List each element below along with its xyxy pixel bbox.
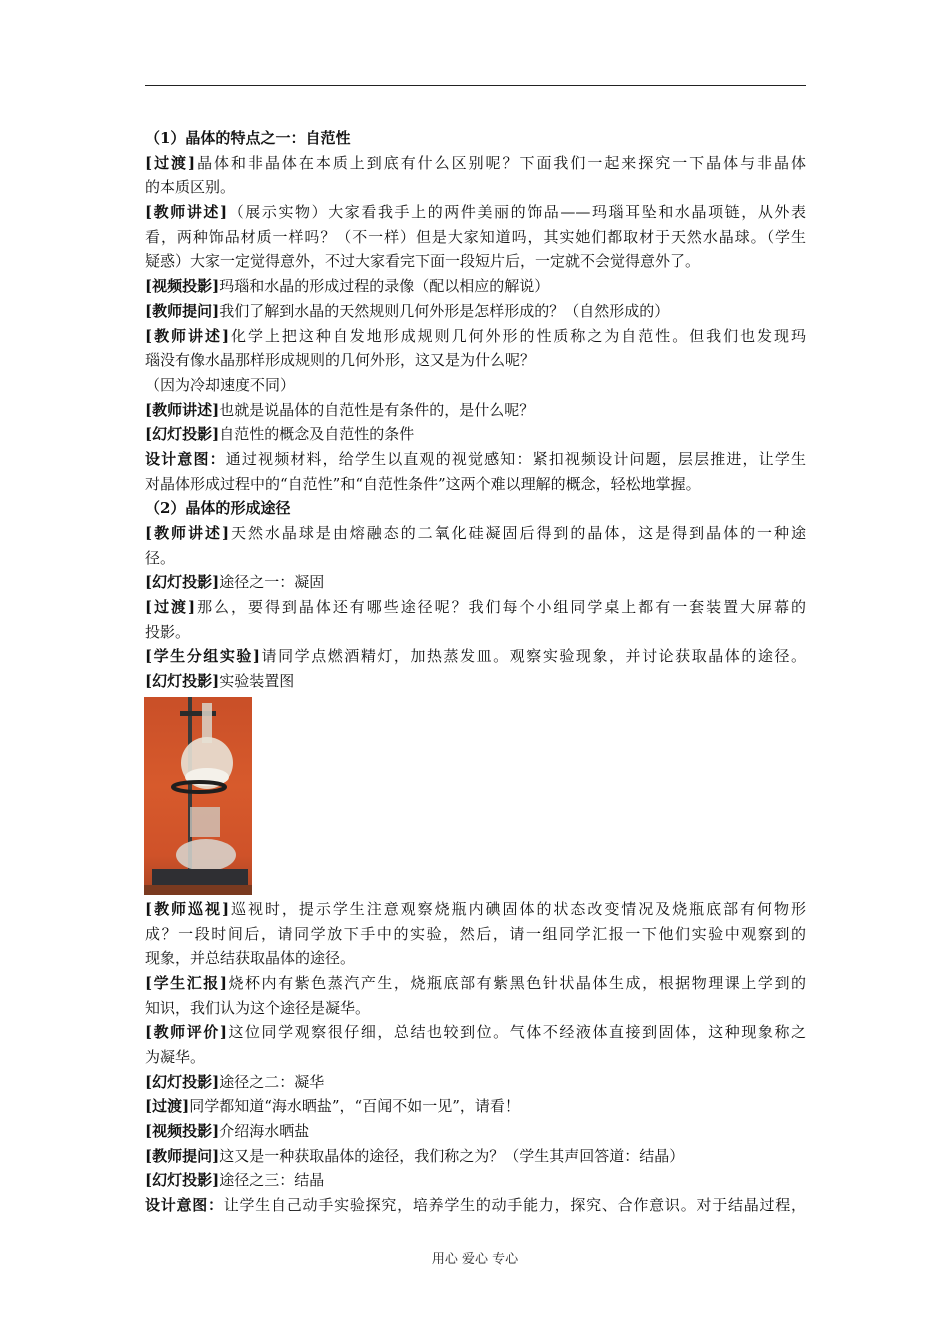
line-text: 疑惑）大家一定觉得意外，不过大家看完下面一段短片后，一定就不会觉得意外了。 (145, 252, 701, 271)
line-text: （因为冷却速度不同） (145, 375, 296, 394)
text-line (145, 398, 806, 423)
table-edge (144, 885, 252, 895)
line-text: 那么，要得到晶体还有哪些途径呢？我们每个小组同学桌上都有一套装置大屏幕的 (195, 598, 806, 617)
text-line (145, 546, 806, 571)
line-text: 自范性的概念及自范性的条件 (219, 425, 415, 444)
line-text: 实验装置图 (219, 672, 295, 691)
text-line (145, 1193, 806, 1218)
bold-label: [视频投影] (145, 1122, 220, 1140)
line-text: 为凝华。 (145, 1047, 206, 1066)
text-line (145, 570, 806, 595)
text-line (145, 521, 806, 546)
line-text: 的本质区别。 (145, 178, 236, 197)
text-line (145, 472, 806, 497)
page-footer: 用心 爱心 专心 (431, 1252, 519, 1267)
bold-label: [教师提问] (145, 1146, 220, 1165)
line-text: 这又是一种获取晶体的途径，我们称之为？（学生其声回答道：结晶） (219, 1146, 685, 1165)
line-text: 对晶体形成过程中的“自范性”和“自范性条件”这两个难以理解的概念，轻松地掌握。 (145, 474, 701, 493)
text-line (145, 1094, 806, 1119)
text-block-2 (145, 897, 806, 1218)
bold-label: [教师讲述] (145, 400, 220, 419)
bold-label: [教师讲述] (145, 203, 228, 222)
text-line (145, 1045, 806, 1070)
line-text: 这位同学观察很仔细，总结也较到位。气体不经液体直接到固体，这种现象称之 (226, 1023, 806, 1042)
text-line (145, 946, 806, 971)
text-line (145, 971, 806, 996)
line-text: 天然水晶球是由熔融态的二氧化硅凝固后得到的晶体，这是得到晶体的一种途 (229, 524, 806, 542)
text-line (145, 299, 806, 324)
text-line (145, 324, 806, 349)
lamp-neck (190, 807, 220, 837)
text-line (145, 1020, 806, 1045)
text-line (145, 373, 806, 398)
bold-label: [过渡] (145, 598, 196, 617)
line-text: 成？一段时间后，请同学放下手中的实验，然后，请一组同学汇报一下他们实验中观察到的 (145, 924, 806, 943)
text-line (145, 996, 806, 1021)
lab-apparatus-image (144, 697, 252, 895)
bold-label: [过渡] (145, 153, 196, 172)
text-line (145, 1144, 806, 1169)
text-line (145, 447, 806, 472)
text-line (145, 1070, 806, 1095)
text-line (145, 644, 806, 669)
text-line (145, 225, 806, 250)
line-text: 瑙没有像水晶那样形成规则的几何外形，这又是为什么呢？ (145, 351, 536, 370)
text-line (145, 175, 806, 200)
line-text: 巡视时，提示学生注意观察烧瓶内碘固体的状态改变情况及烧瓶底部有何物形 (229, 899, 806, 918)
line-text: 投影。 (145, 622, 191, 641)
bold-label: [学生分组实验] (145, 647, 261, 666)
line-text: 化学上把这种自发地形成规则几何外形的性质称之为自范性。但我们也发现玛 (229, 326, 806, 345)
bold-label: [教师评价] (145, 1023, 227, 1042)
text-line (145, 922, 806, 947)
text-line (145, 1168, 806, 1193)
text-line (145, 422, 806, 447)
text-line (145, 595, 806, 620)
alcohol-lamp (176, 839, 236, 871)
bold-label: [视频投影] (145, 277, 220, 296)
header-rule (145, 85, 806, 86)
line-text: 我们了解到水晶的天然规则几何外形是怎样形成的？（自然形成的） (219, 301, 670, 320)
line-text: 也就是说晶体的自范性是有条件的，是什么呢？ (219, 400, 535, 419)
text-line (145, 249, 806, 274)
bold-label: [幻灯投影] (145, 1072, 220, 1091)
bold-label: [教师提问] (145, 301, 220, 320)
bold-label: [过渡] (145, 1097, 190, 1116)
bold-label: [教师讲述] (145, 524, 230, 542)
text-line (145, 897, 806, 922)
line-text: 请同学点燃酒精灯，加热蒸发皿。观察实验现象，并讨论获取晶体的途径。 (260, 647, 806, 666)
line-text: 途径之三：结晶 (219, 1171, 325, 1190)
text-line (145, 200, 806, 225)
bold-label: [幻灯投影] (145, 573, 220, 592)
bold-label: [幻灯投影] (145, 672, 220, 691)
line-text: 让学生自己动手实验探究，培养学生的动手能力，探究、合作意识。对于结晶过程， (223, 1196, 806, 1215)
line-text: 现象，并总结获取晶体的途径。 (145, 949, 356, 968)
bold-label: [教师巡视] (145, 899, 230, 918)
line-text: 途径之二：凝华 (219, 1072, 325, 1091)
line-text: 通过视频材料，给学生以直观的视觉感知：紧扣视频设计问题，层层推进，让学生 (225, 449, 806, 468)
line-text: 径。 (145, 548, 176, 567)
bold-label: （2）晶体的形成途径 (145, 499, 291, 518)
text-line (145, 1119, 806, 1144)
line-text: （展示实物）大家看我手上的两件美丽的饰品——玛瑙耳坠和水晶项链，从外表 (227, 203, 806, 222)
bold-label: （1）晶体的特点之一：自范性 (145, 129, 351, 147)
bold-label: [幻灯投影] (145, 425, 220, 444)
text-line (145, 126, 806, 151)
line-text: 途径之一：凝固 (219, 573, 325, 592)
bold-label: 设计意图： (145, 449, 226, 468)
text-line (145, 620, 806, 645)
text-line (145, 274, 806, 299)
bold-label: [幻灯投影] (145, 1171, 220, 1190)
line-text: 玛瑙和水晶的形成过程的录像（配以相应的解说） (219, 277, 550, 296)
line-text: 晶体和非晶体在本质上到底有什么区别呢？下面我们一起来探究一下晶体与非晶体 (195, 153, 806, 172)
text-line (145, 348, 806, 373)
text-block-1 (145, 126, 806, 694)
line-text: 看，两种饰品材质一样吗？（不一样）但是大家知道吗，其实她们都取材于天然水晶球。（学生 (145, 227, 806, 246)
text-line (145, 669, 806, 694)
text-line (145, 496, 806, 521)
text-line (145, 151, 806, 176)
line-text: 介绍海水晒盐 (219, 1122, 310, 1140)
line-text: 知识，我们认为这个途径是凝华。 (145, 998, 371, 1017)
apparatus-photo (144, 697, 252, 895)
bold-label: 设计意图： (145, 1196, 224, 1215)
line-text: 同学都知道“海水晒盐”，“百闻不如一见”，请看！ (189, 1097, 520, 1116)
document-body (145, 126, 806, 1218)
line-text: 烧杯内有紫色蒸汽产生，烧瓶底部有紫黑色针状晶体生成，根据物理课上学到的 (226, 973, 806, 992)
bold-label: [学生汇报] (145, 973, 227, 992)
bold-label: [教师讲述] (145, 326, 230, 345)
stand-base (152, 869, 248, 885)
